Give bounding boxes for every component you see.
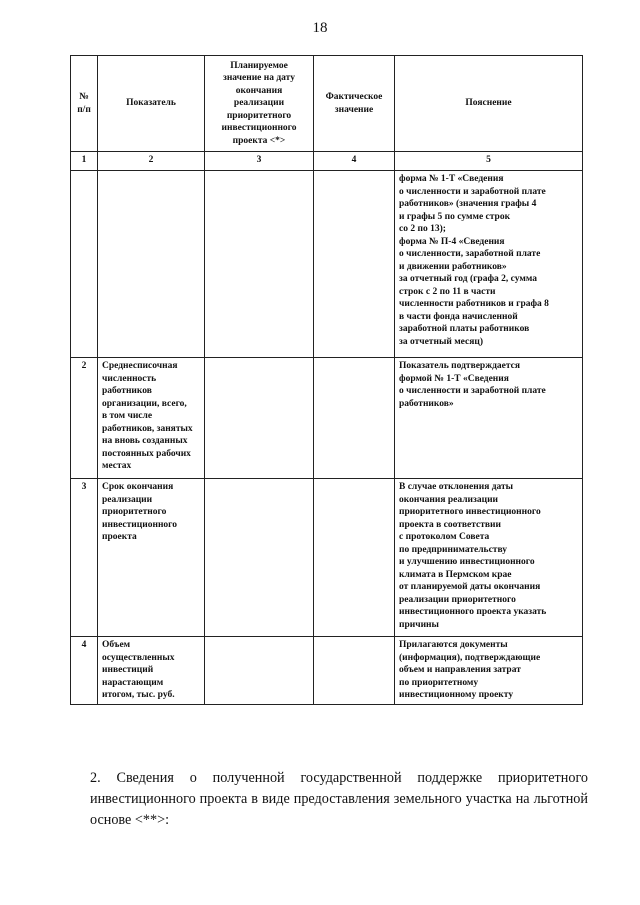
actual-value-cell — [314, 479, 395, 637]
note-cell: Показатель подтверждается формой № 1-Т «Сведения о численности и заработной плате работников» — [395, 358, 583, 479]
column-index: 2 — [98, 152, 205, 171]
header-row-number: № п/п — [71, 56, 98, 152]
row-number: 2 — [71, 358, 98, 479]
column-index: 4 — [314, 152, 395, 171]
note-cell: Прилагаются документы (информация), подтверждающие объем и направления затрат по приоритетному инвестиционному проекту — [395, 637, 583, 705]
section-heading-paragraph: 2. Сведения о полученной государственной поддержке приоритетного инвестиционного проекта в виде предоставления земельного участка на льготной основе <**>: — [90, 770, 588, 828]
planned-value-cell — [205, 171, 314, 358]
actual-value-cell — [314, 358, 395, 479]
planned-value-cell — [205, 479, 314, 637]
indicator-cell — [98, 171, 205, 358]
indicator-cell: Срок окончания реализации приоритетного инвестиционного проекта — [98, 479, 205, 637]
table-row — [71, 479, 583, 637]
table-header-row — [71, 56, 583, 152]
column-index: 1 — [71, 152, 98, 171]
row-number: 3 — [71, 479, 98, 637]
table-row — [71, 358, 583, 479]
actual-value-cell — [314, 637, 395, 705]
header-note: Пояснение — [395, 56, 583, 152]
indicator-cell: Объем осуществленных инвестиций нарастающим итогом, тыс. руб. — [98, 637, 205, 705]
header-planned-value: Планируемое значение на дату окончания реализации приоритетного инвестиционного проекта <*> — [205, 56, 314, 152]
planned-value-cell — [205, 637, 314, 705]
indicator-cell: Среднесписочная численность работников организации, всего, в том числе работников, занятых на вновь созданных постоянных рабочих местах — [98, 358, 205, 479]
header-actual-value: Фактическое значение — [314, 56, 395, 152]
investment-indicators-table — [70, 55, 583, 705]
planned-value-cell — [205, 358, 314, 479]
table-row — [71, 637, 583, 705]
row-number: 4 — [71, 637, 98, 705]
column-index: 3 — [205, 152, 314, 171]
row-number — [71, 171, 98, 358]
header-indicator: Показатель — [98, 56, 205, 152]
page-number: 18 — [312, 20, 328, 36]
table-row — [71, 171, 583, 358]
note-cell: форма № 1-Т «Сведения о численности и заработной плате работников» (значения графы 4 и графы 5 по сумме строк со 2 по 13); форма № П-4 «Сведения о численности, заработной плате и движении работников» за отчетный год (графа 2, сумма строк с 2 по 11 в части численности работников и графа 8 в части фонда начисленной заработной платы работников за отчетный месяц) — [395, 171, 583, 358]
note-cell: В случае отклонения даты окончания реализации приоритетного инвестиционного проекта в соответствии с протоколом Совета по предпринимательству и улучшению инвестиционного климата в Пермском крае от планируемой даты окончания реализации приоритетного инвестиционного проекта указать причины — [395, 479, 583, 637]
column-index: 5 — [395, 152, 583, 171]
column-index-row — [71, 152, 583, 171]
actual-value-cell — [314, 171, 395, 358]
